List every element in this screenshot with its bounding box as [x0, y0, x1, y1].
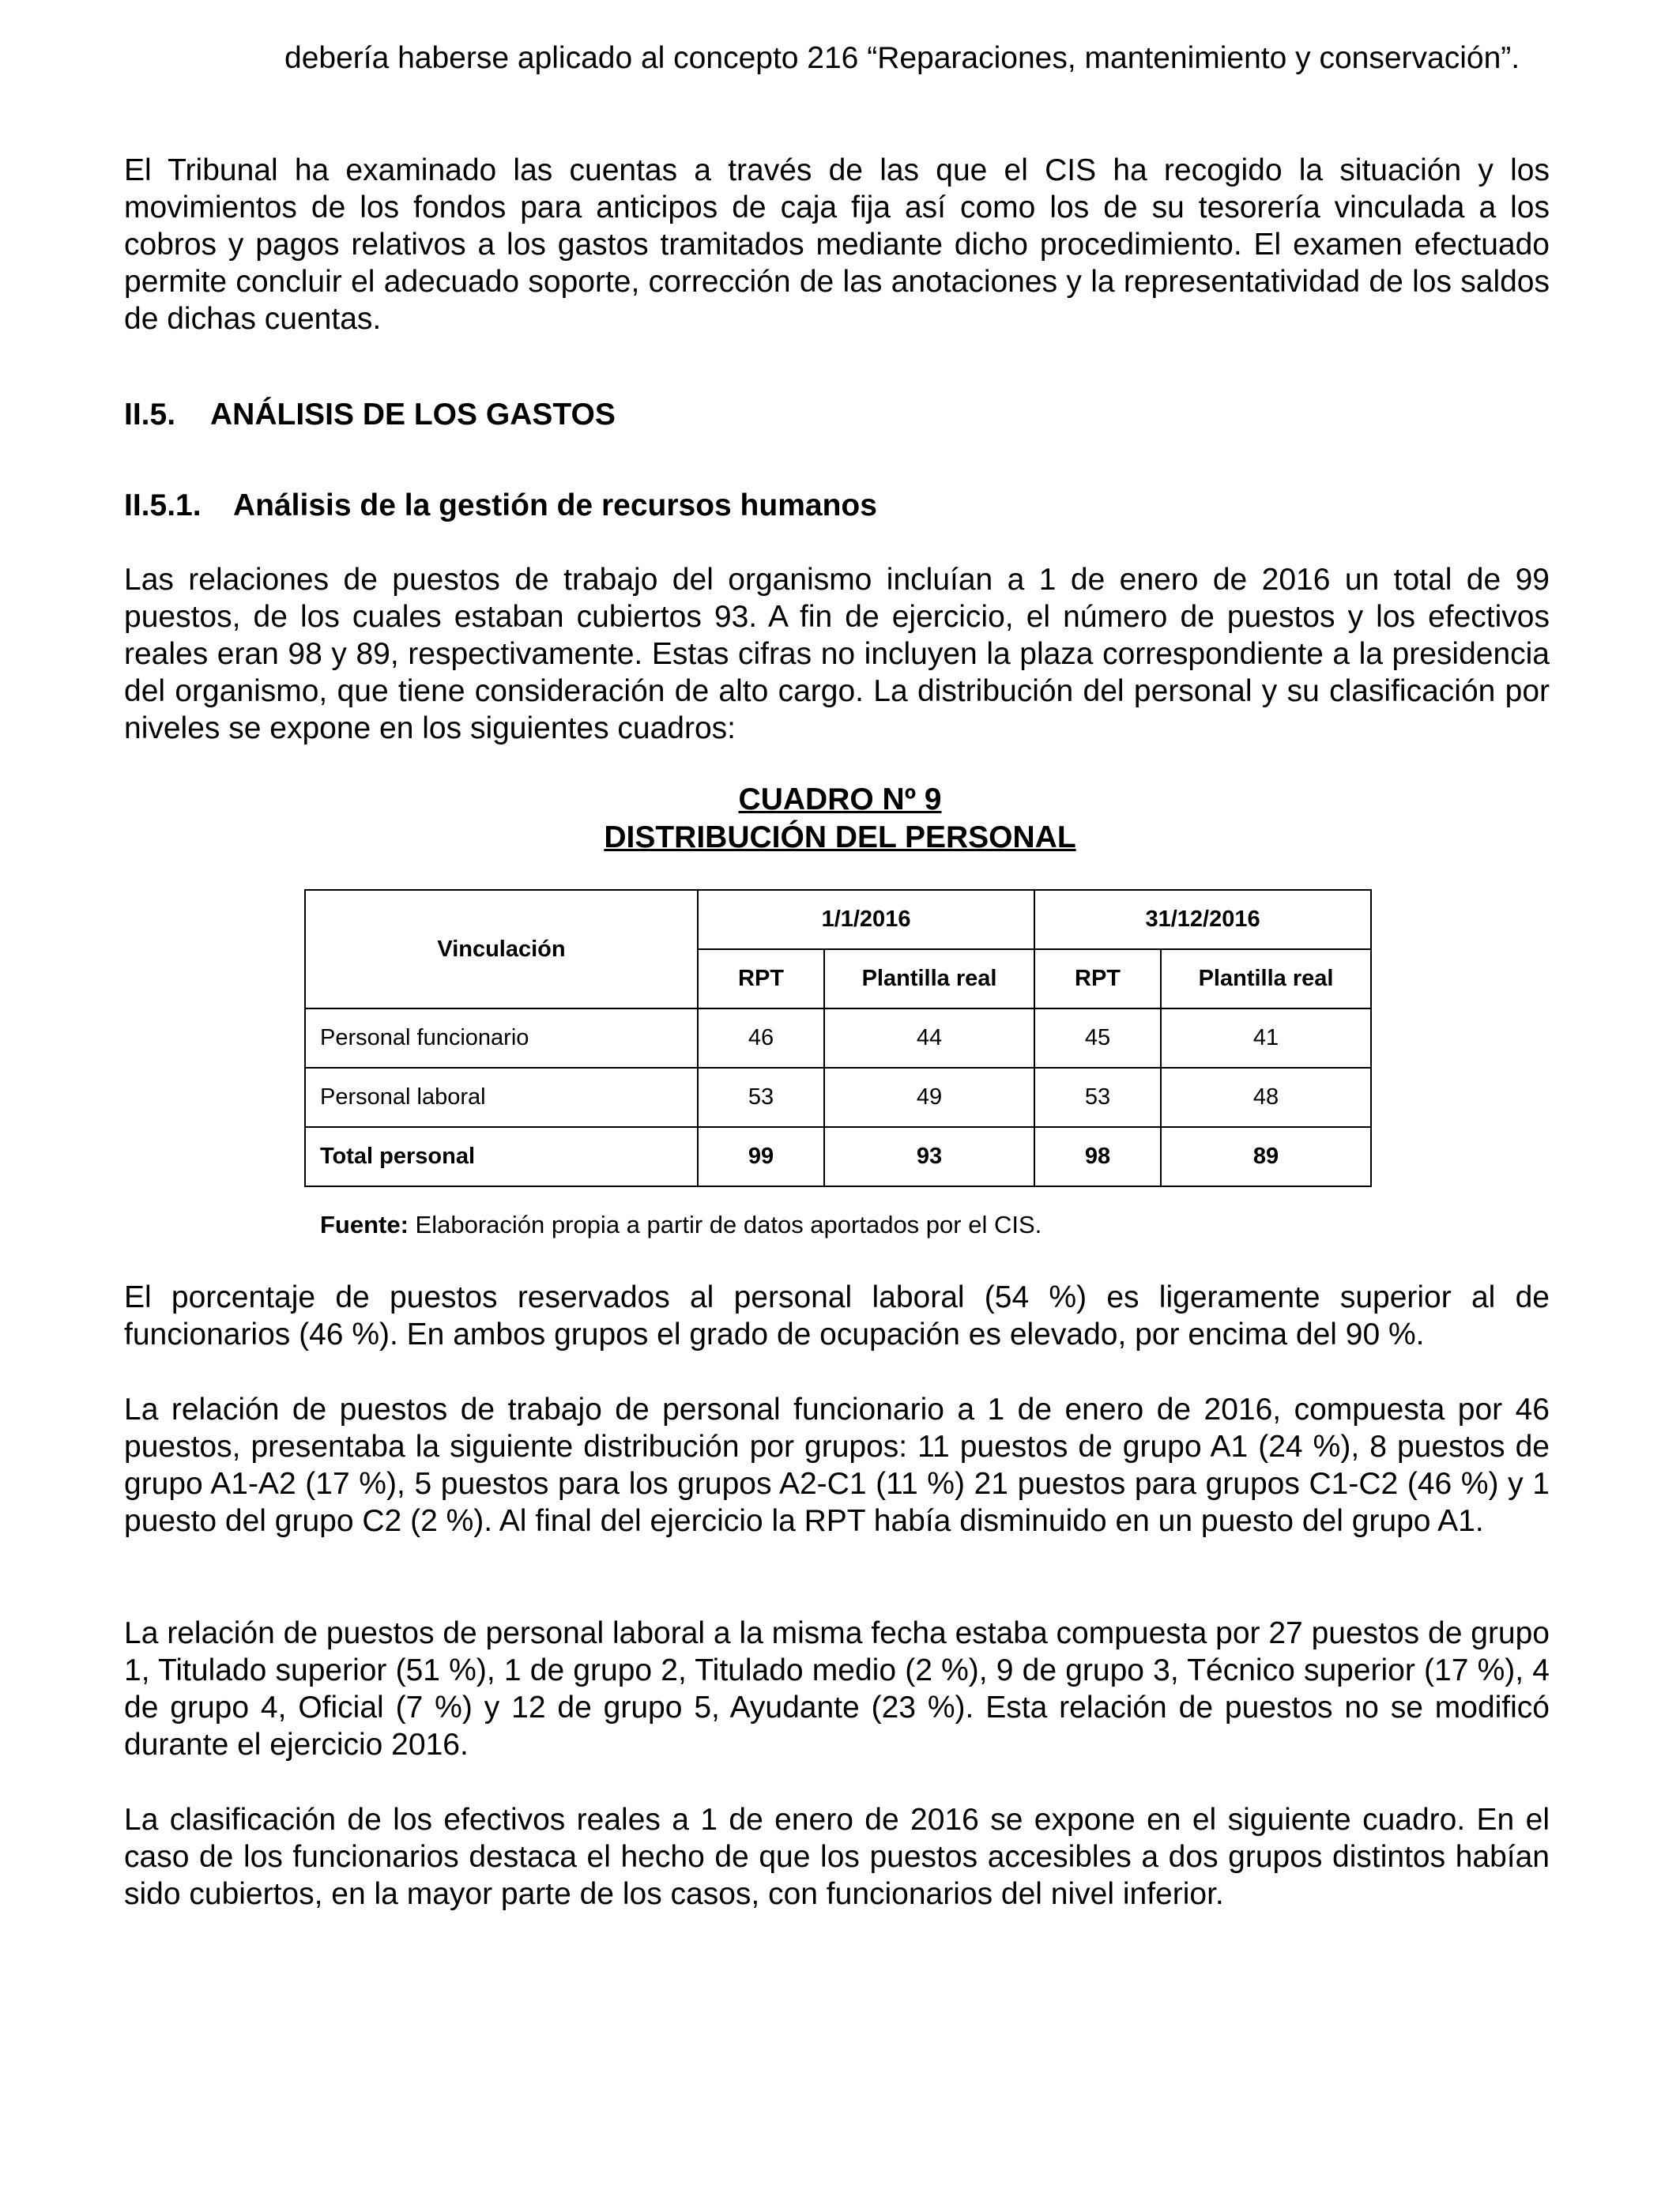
row-label: Personal laboral: [305, 1068, 698, 1127]
table-row: [305, 1068, 1371, 1127]
section-heading-analisis-gastos: [124, 396, 616, 433]
paragraph-relaciones-puestos: Las relaciones de puestos de trabajo del organismo incluían a 1 de enero de 2016 un total de 99 puestos, de los cuales estaban cubiertos 93. A fin de ejercicio, el número de puestos y los efectivos reales eran 98 y 89, respectivamente. Estas cifras no incluyen la plaza correspondiente a la presidencia del organismo, que tiene consideración de alto cargo. La distribución del personal y su clasificación por niveles se expone en los siguientes cuadros:: [124, 563, 1550, 745]
cell-value: 99: [698, 1127, 824, 1186]
header-date-start: 1/1/2016: [698, 890, 1034, 949]
table-source-note: [320, 1209, 1042, 1241]
section-title: ANÁLISIS DE LOS GASTOS: [210, 398, 616, 432]
cell-value: 46: [698, 1008, 824, 1068]
table-row-total: [305, 1127, 1371, 1186]
paragraph-continuation: debería haberse aplicado al concepto 216 “Reparaciones, mantenimiento y conservación”.: [284, 41, 1520, 75]
paragraph-clasificacion: La clasificación de los efectivos reales a 1 de enero de 2016 se expone en el siguiente cuadro. En el caso de los funcionarios destaca el hecho de que los puestos accesibles a dos grupos distintos habían sido cubiertos, en la mayor parte de los casos, con funcionarios del nivel inferior.: [124, 1803, 1550, 1911]
cell-value: 93: [824, 1127, 1034, 1186]
paragraph-funcionario-rpt: La relación de puestos de trabajo de personal funcionario a 1 de enero de 2016, compuesta por 46 puestos, presentaba la siguiente distribución por grupos: 11 puestos de grupo A1 (24 %), 8 puestos de grupo A1-A2 (17 %), 5 puestos para los grupos A2-C1 (11 %) 21 puestos para grupos C1-C2 (46 %) y 1 puesto del grupo C2 (2 %). Al final del ejercicio la RPT había disminuido en un puesto del grupo A1.: [124, 1393, 1550, 1538]
paragraph-laboral-rpt: La relación de puestos de personal laboral a la misma fecha estaba compuesta por 27 puestos de grupo 1, Titulado superior (51 %), 1 de grupo 2, Titulado medio (2 %), 9 de grupo 3, Técnico superior (17 %), 4 de grupo 4, Oficial (7 %) y 12 de grupo 5, Ayudante (23 %). Esta relación de puestos no se modificó durante el ejercicio 2016.: [124, 1616, 1550, 1762]
cell-value: 53: [698, 1068, 824, 1127]
cell-value: 89: [1161, 1127, 1371, 1186]
source-label: Fuente:: [320, 1211, 409, 1238]
cell-value: 53: [1034, 1068, 1161, 1127]
cell-value: 98: [1034, 1127, 1161, 1186]
header-vinculacion: Vinculación: [305, 890, 698, 1008]
subheader-rpt-start: RPT: [698, 949, 824, 1008]
cell-value: 41: [1161, 1008, 1371, 1068]
source-text: Elaboración propia a partir de datos aportados por el CIS.: [408, 1211, 1042, 1238]
cell-value: 44: [824, 1008, 1034, 1068]
subheader-plantilla-end: Plantilla real: [1161, 949, 1371, 1008]
row-label: Total personal: [305, 1127, 698, 1186]
table-title-distribucion: DISTRIBUCIÓN DEL PERSONAL: [604, 820, 1076, 854]
subheader-rpt-end: RPT: [1034, 949, 1161, 1008]
section-number: II.5.: [124, 398, 176, 432]
personal-distribution-table: [304, 889, 1372, 1187]
cell-value: 45: [1034, 1008, 1161, 1068]
cell-value: 48: [1161, 1068, 1371, 1127]
cell-value: 49: [824, 1068, 1034, 1127]
row-label: Personal funcionario: [305, 1008, 698, 1068]
table-title-cuadro: CUADRO Nº 9: [738, 782, 942, 816]
header-date-end: 31/12/2016: [1034, 890, 1371, 949]
paragraph-tribunal-examen: El Tribunal ha examinado las cuentas a través de las que el CIS ha recogido la situación y los movimientos de los fondos para anticipos de caja fija así como los de su tesorería vinculada a los cobros y pagos relativos a los gastos tramitados mediante dicho procedimiento. El examen efectuado permite concluir el adecuado soporte, corrección de las anotaciones y la representatividad de los saldos de dichas cuentas.: [124, 153, 1550, 336]
subsection-number: II.5.1.: [124, 488, 202, 522]
subsection-title: Análisis de la gestión de recursos humanos: [233, 488, 877, 522]
table-header-row: [305, 890, 1371, 949]
table-row: [305, 1008, 1371, 1068]
subsection-heading-recursos-humanos: [124, 487, 877, 524]
paragraph-porcentaje: El porcentaje de puestos reservados al personal laboral (54 %) es ligeramente superior al de funcionarios (46 %). En ambos grupos el grado de ocupación es elevado, por encima del 90 %.: [124, 1280, 1550, 1351]
subheader-plantilla-start: Plantilla real: [824, 949, 1034, 1008]
